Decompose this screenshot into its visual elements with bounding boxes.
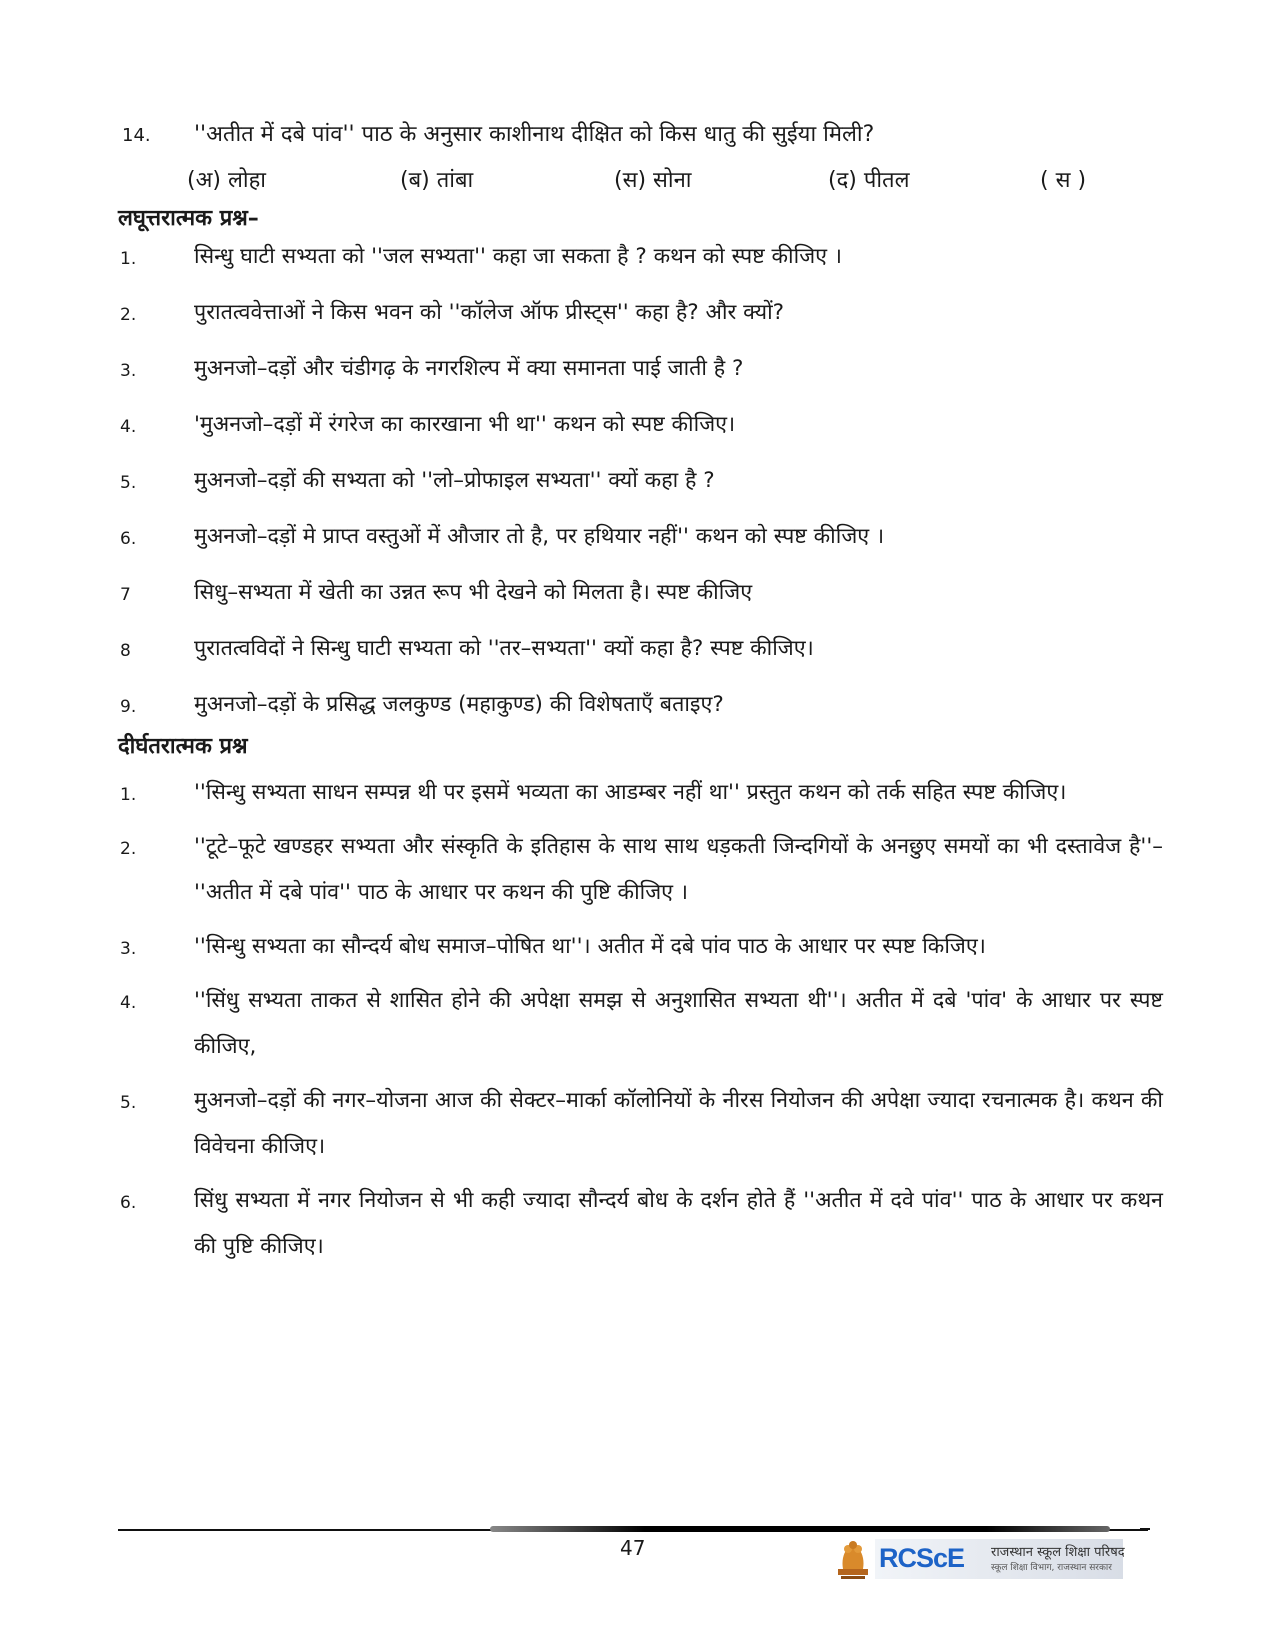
mcq-option-c: (स) सोना [614,168,692,193]
footer-rule-thick [490,1526,1110,1532]
long-answer-list [118,770,1163,1278]
mcq-option-a: (अ) लोहा [187,168,266,193]
list-item: 5. मुअनजो–दड़ों की नगर–योजना आज की सेक्टर–मार्का कॉलोनियों के नीरस नियोजन की अपेक्षा ज्यादा रचनात्मक है। कथन की विवेचना कीजिए। [120,1088,1163,1159]
mcq-question [122,118,1162,148]
list-item: 4. ''सिंधु सभ्यता ताकत से शासित होने की अपेक्षा समझ से अनुशासित सभ्यता थी''। अतीत में दबे 'पांव' के आधार पर स्पष्ट कीजिए, [120,988,1163,1059]
logo-banner [875,1539,1123,1579]
list-item: 3. मुअनजो–दड़ों और चंडीगढ़ के नगरशिल्प में क्या समानता पाई जाती है ? [120,356,744,381]
list-item: 1. ''सिन्धु सभ्यता साधन सम्पन्न थी पर इसमें भव्यता का आडम्बर नहीं था'' प्रस्तुत कथन को तर्क सहित स्पष्ट कीजिए। [120,780,1067,805]
mcq-option-d: (द) पीतल [828,168,910,193]
mcq-option-b: (ब) तांबा [400,168,474,193]
page-number: 47 [620,1536,646,1560]
list-item: 5. मुअनजो–दड़ों की सभ्यता को ''लो–प्रोफाइल सभ्यता'' क्यों कहा है ? [120,468,715,493]
short-answer-heading: लघूत्तरात्मक प्रश्न– [118,206,259,231]
long-answer-heading: दीर्घतरात्मक प्रश्न [118,734,248,759]
mcq-answer: ( स ) [1040,168,1087,193]
list-item: 3. ''सिन्धु सभ्यता का सौन्दर्य बोध समाज–पोषित था''। अतीत में दबे पांव पाठ के आधार पर स्पष्ट किजिए। [120,934,986,959]
list-item: 8 पुरातत्वविदों ने सिन्धु घाटी सभ्यता को ''तर–सभ्यता'' क्यों कहा है? स्पष्ट कीजिए। [120,636,814,661]
mcq-number: 14. [122,125,151,146]
rcsce-logo [835,1533,1125,1581]
logo-org-subtitle: स्कूल शिक्षा विभाग, राजस्थान सरकार [991,1563,1112,1573]
list-item: 2. पुरातत्ववेत्ताओं ने किस भवन को ''कॉलेज ऑफ प्रीस्ट्स'' कहा है? और क्यों? [120,300,785,325]
list-item: 1. सिन्धु घाटी सभ्यता को ''जल सभ्यता'' कहा जा सकता है ? कथन को स्पष्ट कीजिए । [120,244,843,269]
logo-org-name: राजस्थान स्कूल शिक्षा परिषद [991,1545,1125,1560]
list-item: 7 सिधु–सभ्यता में खेती का उन्नत रूप भी देखने को मिलता है। स्पष्ट कीजिए [120,580,753,605]
footer-rule-tick [1140,1528,1150,1530]
list-item: 4. 'मुअनजो–दड़ों में रंगरेज का कारखाना भी था'' कथन को स्पष्ट कीजिए। [120,412,736,437]
list-item: 9. मुअनजो–दड़ों के प्रसिद्ध जलकुण्ड (महाकुण्ड) की विशेषताएँ बताइए? [120,692,724,717]
list-item: 2. ''टूटे–फूटे खण्डहर सभ्यता और संस्कृति के इतिहास के साथ साथ धड़कती जिन्दगियों के अनछुए समयों का भी दस्तावेज है''– ''अतीत में दबे पांव'' पाठ के आधार पर कथन की पुष्टि कीजिए । [120,834,1163,905]
list-item: 6. मुअनजो–दड़ों मे प्राप्त वस्तुओं में औजार तो है, पर हथियार नहीं'' कथन को स्पष्ट कीजिए । [120,524,885,549]
short-answer-list [118,234,1163,738]
ashoka-emblem-icon [835,1533,871,1581]
list-item: 6. सिंधु सभ्यता में नगर नियोजन से भी कही ज्यादा सौन्दर्य बोध के दर्शन होते हैं ''अतीत में दवे पांव'' पाठ के आधार पर कथन की पुष्टि कीजिए। [120,1188,1163,1259]
mcq-question-text: ''अतीत में दबे पांव'' पाठ के अनुसार काशीनाथ दीक्षित को किस धातु की सुईया मिली? [194,122,875,147]
logo-wordmark: RCScE [879,1543,965,1573]
